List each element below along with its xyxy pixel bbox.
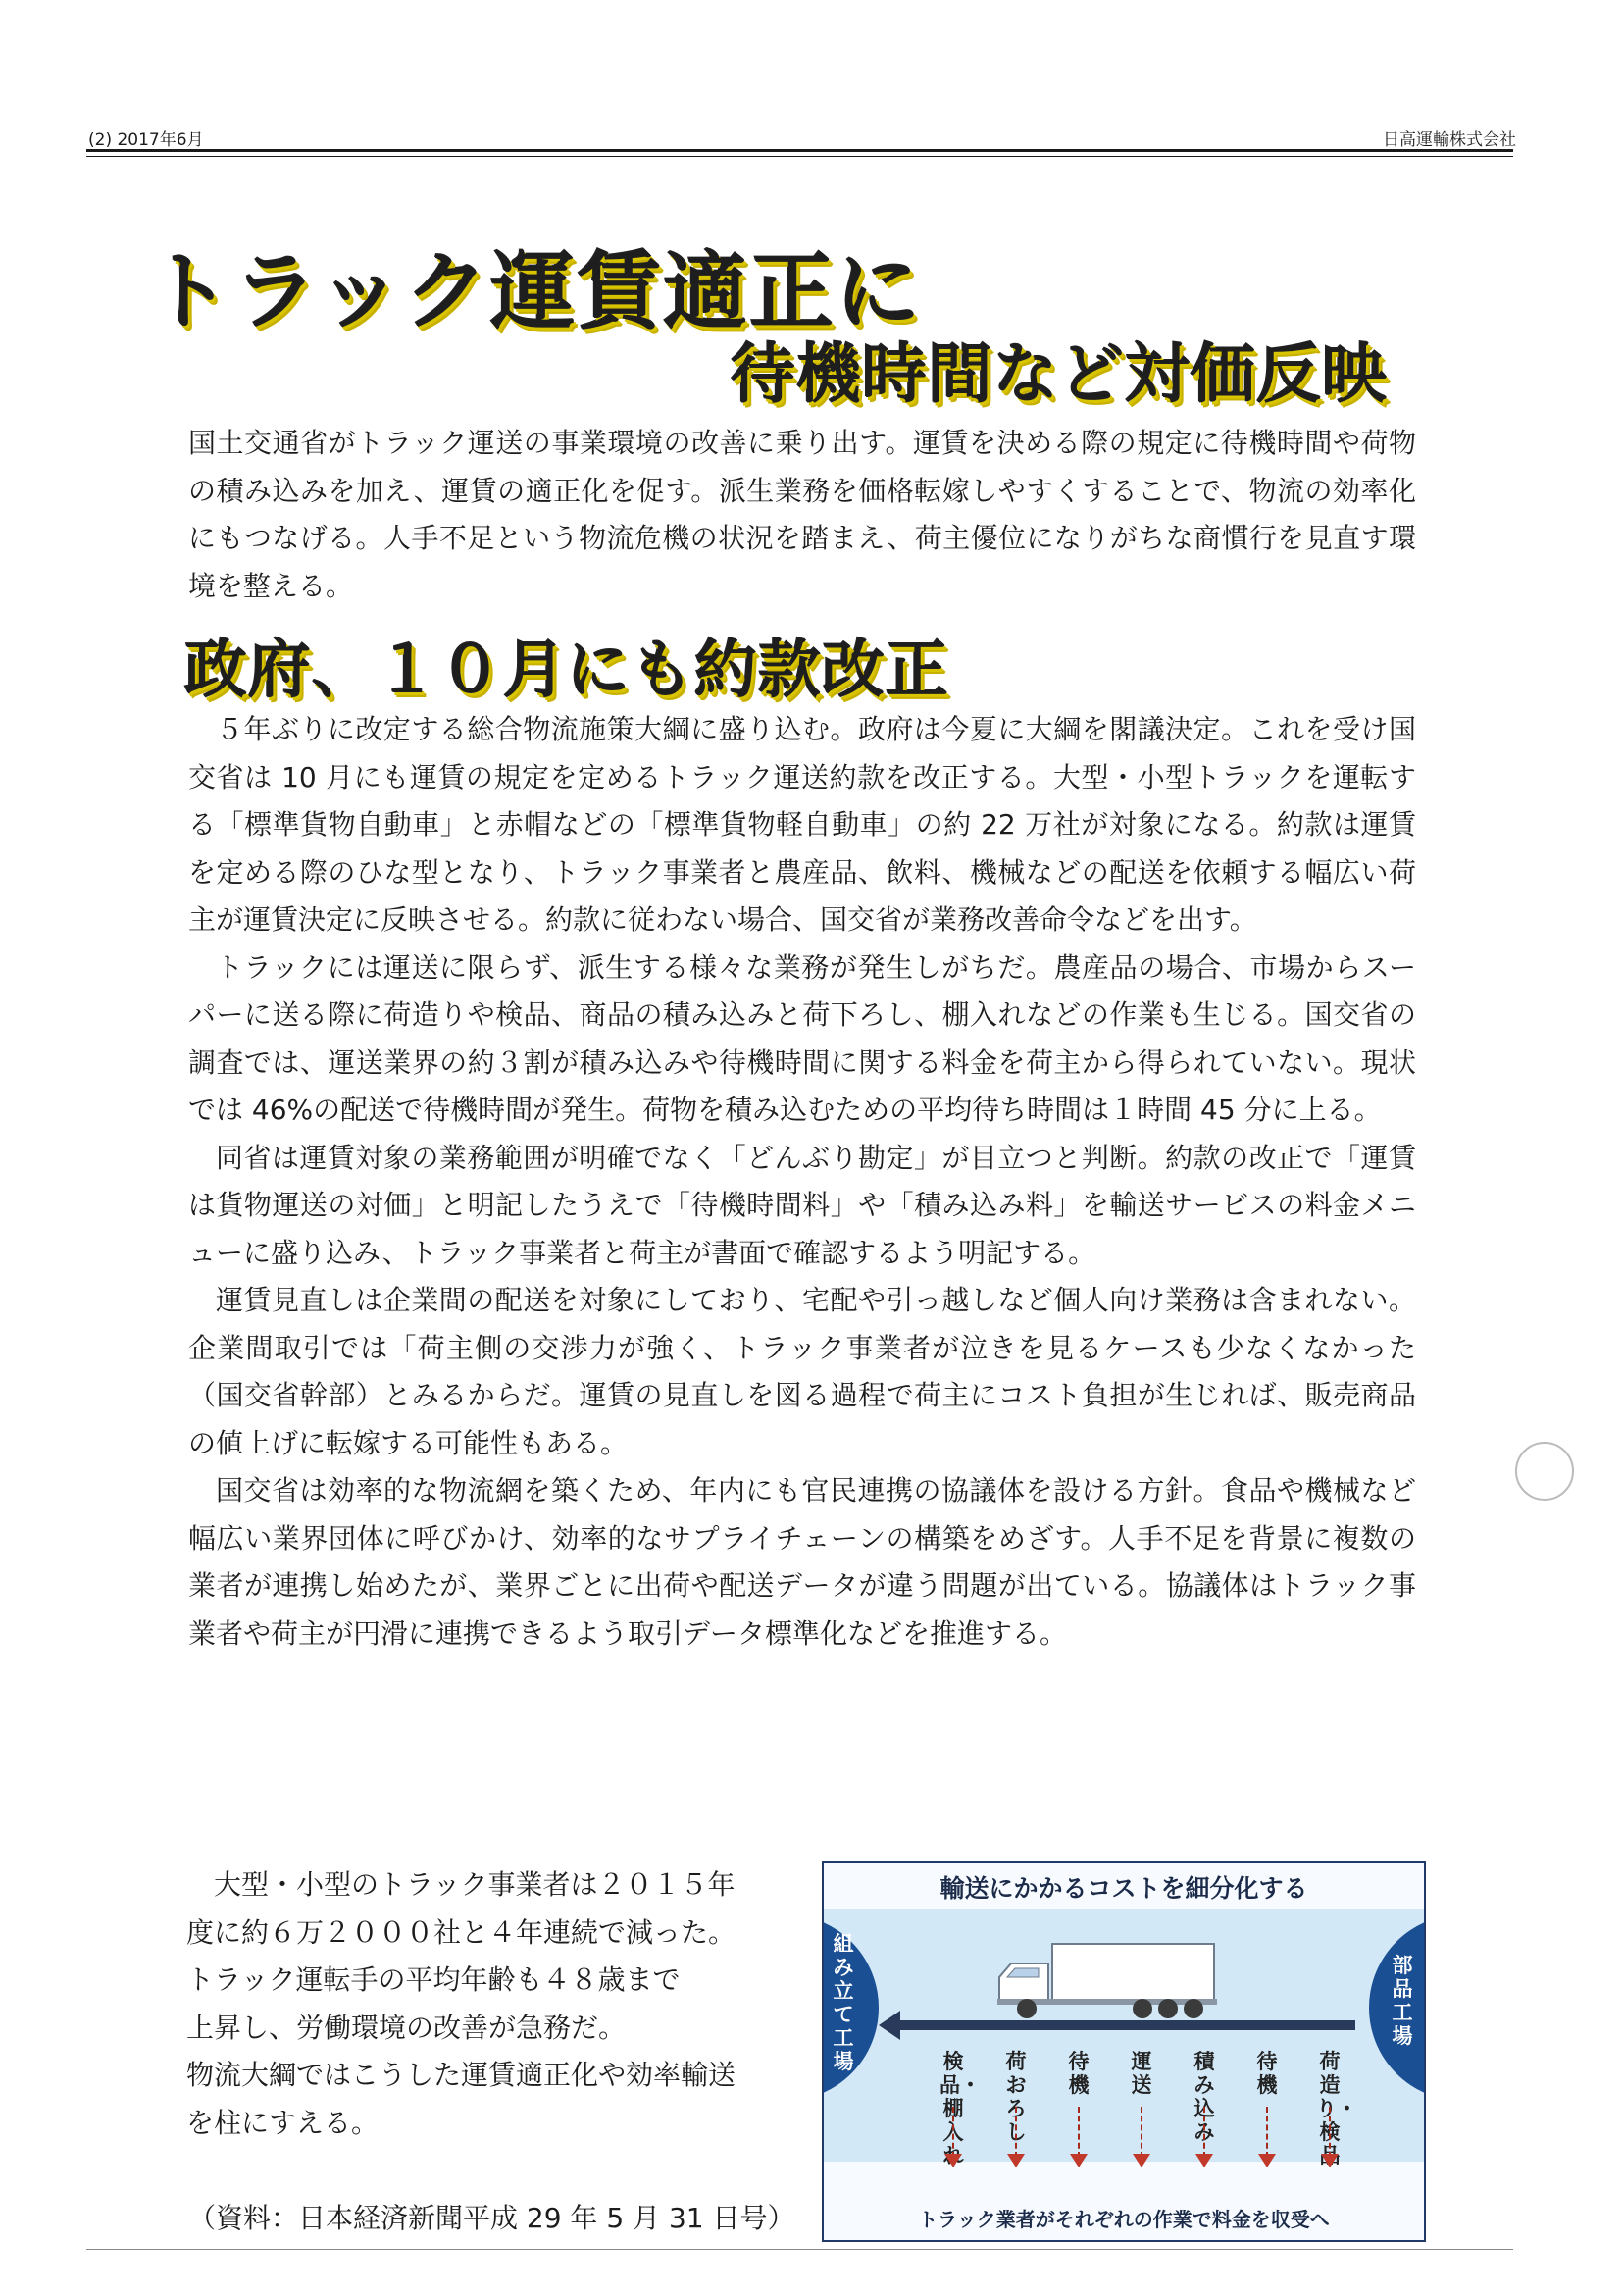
body-paragraph-3: 同省は運賃対象の業務範囲が明確でなく「どんぶり勘定」が目立つと判断。約款の改正で「運賃は貨物運送の対価」と明記したうえで「待機時間料」や「積み込み料」を輸送サービスの料金メニューに盛り込み、トラック事業者と荷主が書面で確認するよう明記する。 (188, 1141, 1416, 1269)
assembly-factory-label: 組み立て工場 (833, 1932, 854, 2073)
headline-main: トラック運賃適正に (147, 243, 923, 341)
closing-line: 上昇し、労働環境の改善が急務だ。 (186, 2011, 627, 2044)
task-connector (1078, 2107, 1080, 2158)
red-arrow-icon (1070, 2154, 1088, 2167)
figure-title: 輸送にかかるコストを細分化する (939, 1874, 1308, 1903)
closing-line: 物流大綱ではこうした運賃適正化や効率輸送 (186, 2059, 736, 2091)
body-paragraph-1: ５年ぶりに改定する総合物流施策大綱に盛り込む。政府は今夏に大綱を閣議決定。これを受け国交省は 10 月にも運賃の規定を定めるトラック運送約款を改正する。大型・小型トラックを運転する「標準貨物自動車」と赤帽などの「標準貨物軽自動車」の約 22 万社が対象になる。約款は運賃を定める際のひな型となり、トラック事業者と農産品、飲料、機械などの配送を依頼する幅広い荷主が運賃決定に反映させる。約款に従わない場合、国交省が業務改善命令などを出す。 (188, 713, 1416, 936)
task-label: 積み込み (1193, 2050, 1215, 2144)
task-connector (1329, 2107, 1331, 2158)
delivery-direction-arrow-shaft (894, 2020, 1355, 2030)
truck-icon (995, 1942, 1221, 2022)
red-arrow-icon (1321, 2154, 1339, 2167)
task-connector (952, 2107, 954, 2158)
task-connector (1141, 2107, 1142, 2158)
cost-breakdown-figure (822, 1861, 1426, 2242)
task-label: 待機 (1256, 2050, 1278, 2097)
body-paragraph-5: 国交省は効率的な物流網を築くため、年内にも官民連携の協議体を設ける方針。食品や機械など幅広い業界団体に呼びかけ、効率的なサプライチェーンの構築をめざす。人手不足を背景に複数の業者が連携し始めたが、業界ごとに出荷や配送データが違う問題が出ている。協議体はトラック事業者や荷主が円滑に連携できるよう取引データ標準化などを推進する。 (188, 1474, 1416, 1650)
task-label: 検品・棚入れ (939, 2050, 981, 2167)
task-label: 運送 (1131, 2050, 1152, 2097)
header-rule-thin (86, 156, 1513, 157)
task-label: 荷造り・検品 (1316, 2050, 1357, 2167)
article-body (188, 706, 1416, 1657)
body-paragraph-2: トラックには運送に限らず、派生する様々な業務が発生しがちだ。農産品の場合、市場からスーパーに送る際に荷造りや検品、商品の積み込みと荷下ろし、棚入れなどの作業も生じる。国交省の調査では、運送業界の約３割が積み込みや待機時間に関する料金を荷主から得られていない。現状では 46%の配送で待機時間が発生。荷物を積み込むための平均待ち時間は１時間 45 分に上る。 (188, 950, 1416, 1126)
headline-sub: 待機時間など対価反映 (731, 336, 1388, 412)
source-citation: （資料：日本経済新聞平成 29 年 5 月 31 日号） (188, 2202, 795, 2234)
closing-line: を柱にすえる。 (186, 2106, 380, 2139)
lead-paragraph: 国土交通省がトラック運送の事業環境の改善に乗り出す。運賃を決める際の規定に待機時間や荷物の積み込みを加え、運賃の適正化を促す。派生業務を価格転嫁しやすくすることで、物流の効率化にもつなげる。人手不足という物流危機の状況を踏まえ、荷主優位になりがちな商慣行を見直す環境を整える。 (188, 427, 1416, 602)
red-arrow-icon (1195, 2154, 1213, 2167)
task-connector (1266, 2107, 1268, 2158)
closing-line: トラック運転手の平均年齢も４８歳まで (186, 1963, 681, 1996)
task-label: 荷おろし (1005, 2050, 1027, 2144)
red-arrow-icon (1133, 2154, 1150, 2167)
red-arrow-icon (944, 2154, 962, 2167)
red-arrow-icon (1007, 2154, 1025, 2167)
closing-line: 大型・小型のトラック事業者は２０１５年 (186, 1868, 736, 1901)
page-header-company: 日高運輸株式会社 (1383, 130, 1516, 150)
body-paragraph-4: 運賃見直しは企業間の配送を対象にしており、宅配や引っ越しなど個人向け業務は含まれない。企業間取引では「荷主側の交渉力が強く、トラック事業者が泣きを見るケースも少なくなかった（国交省幹部）とみるからだ。運賃の見直しを図る過程で荷主にコスト負担が生じれば、販売商品の値上げに転嫁する可能性もある。 (188, 1284, 1416, 1459)
red-arrow-icon (1258, 2154, 1276, 2167)
parts-factory-label: 部品工場 (1392, 1954, 1413, 2048)
task-label: 待機 (1068, 2050, 1090, 2097)
header-rule (86, 149, 1513, 152)
closing-line: 度に約６万２０００社と４年連続で減った。 (186, 1915, 736, 1949)
delivery-direction-arrow-head (879, 2011, 900, 2040)
figure-caption: トラック業者がそれぞれの作業で料金を収受へ (918, 2208, 1330, 2231)
closing-paragraph (186, 1861, 804, 2147)
page-header-date: (2) 2017年6月 (88, 130, 204, 150)
punch-hole-mark (1515, 1442, 1574, 1501)
section-subhead: 政府、１０月にも約款改正 (184, 635, 949, 707)
task-connector (1203, 2107, 1205, 2158)
footer-rule (86, 2249, 1513, 2250)
task-connector (1015, 2107, 1017, 2158)
